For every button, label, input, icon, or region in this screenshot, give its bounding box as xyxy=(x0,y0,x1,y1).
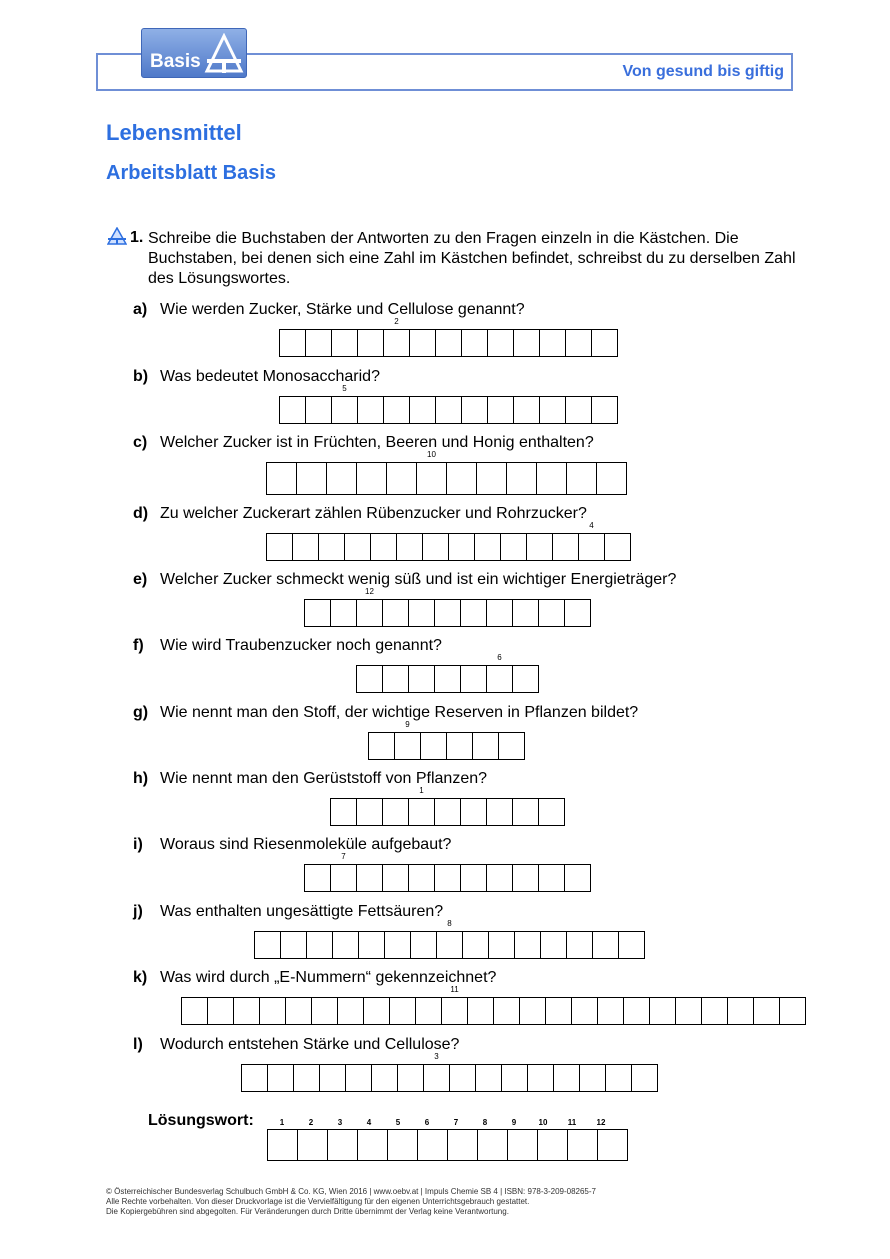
question-letter: d) xyxy=(133,505,149,522)
answer-box[interactable] xyxy=(519,997,546,1025)
page-title: Lebensmittel xyxy=(106,120,242,145)
question-text: Was enthalten ungesättigte Fettsäuren? xyxy=(160,903,444,920)
answer-box[interactable] xyxy=(578,521,605,561)
answer-box[interactable] xyxy=(527,1064,554,1092)
answer-box[interactable] xyxy=(410,931,437,959)
solution-number-label: 7 xyxy=(453,1118,459,1127)
answer-box[interactable] xyxy=(423,1052,450,1092)
answer-box[interactable] xyxy=(597,997,624,1025)
answer-box[interactable] xyxy=(292,533,319,561)
answer-box[interactable] xyxy=(279,329,306,357)
answer-box[interactable] xyxy=(488,931,515,959)
solution-index-marker: 12 xyxy=(365,587,374,596)
answer-box[interactable] xyxy=(591,329,618,357)
answer-box[interactable] xyxy=(434,665,461,693)
answer-box[interactable] xyxy=(305,396,332,424)
solution-index-marker: 11 xyxy=(450,985,459,994)
question-text: Zu welcher Zuckerart zählen Rübenzucker und Rohrzucker? xyxy=(160,505,587,522)
answer-box[interactable] xyxy=(330,599,357,627)
answer-box[interactable] xyxy=(512,665,539,693)
solution-box[interactable] xyxy=(387,1129,418,1161)
answer-box[interactable] xyxy=(552,533,579,561)
solution-box[interactable] xyxy=(477,1129,508,1161)
solution-number-label: 9 xyxy=(511,1118,517,1127)
answer-box[interactable] xyxy=(396,533,423,561)
answer-box[interactable] xyxy=(462,931,489,959)
answer-box[interactable] xyxy=(181,997,208,1025)
question-text: Wie wird Traubenzucker noch genannt? xyxy=(160,637,442,654)
answer-grid-l xyxy=(241,1052,658,1092)
footer xyxy=(106,1187,596,1217)
footer-rights: Alle Rechte vorbehalten. Von dieser Druckvorlage ist die Vervielfältigung für den eigenen Unterrichtsgebrauch gestattet. xyxy=(106,1197,530,1206)
answer-grid-a xyxy=(279,317,618,357)
answer-box[interactable] xyxy=(538,599,565,627)
answer-box[interactable] xyxy=(267,1064,294,1092)
answer-box[interactable] xyxy=(357,329,384,357)
solution-number-label: 6 xyxy=(424,1118,430,1127)
answer-box[interactable] xyxy=(397,1064,424,1092)
question-letter: i) xyxy=(133,836,143,853)
answer-box[interactable] xyxy=(408,786,435,826)
answer-box[interactable] xyxy=(501,1064,528,1092)
answer-box[interactable] xyxy=(434,864,461,892)
answer-box[interactable] xyxy=(596,462,627,495)
answer-box[interactable] xyxy=(233,997,260,1025)
answer-box[interactable] xyxy=(476,462,507,495)
answer-grid-j xyxy=(254,919,645,959)
answer-box[interactable] xyxy=(701,997,728,1025)
answer-box[interactable] xyxy=(382,665,409,693)
answer-grid-d xyxy=(266,521,631,561)
answer-box[interactable] xyxy=(448,533,475,561)
answer-box[interactable] xyxy=(486,798,513,826)
solution-index-marker: 6 xyxy=(497,653,502,662)
answer-box[interactable] xyxy=(382,864,409,892)
answer-box[interactable] xyxy=(415,997,442,1025)
answer-box[interactable] xyxy=(605,1064,632,1092)
answer-box[interactable] xyxy=(383,317,410,357)
solution-number-label: 11 xyxy=(567,1118,577,1127)
answer-box[interactable] xyxy=(513,396,540,424)
answer-box[interactable] xyxy=(649,997,676,1025)
answer-grid-h xyxy=(330,786,565,826)
question-text: Wie nennt man den Stoff, der wichtige Reserven in Pflanzen bildet? xyxy=(160,704,639,721)
answer-box[interactable] xyxy=(357,396,384,424)
answer-box[interactable] xyxy=(536,462,567,495)
answer-box[interactable] xyxy=(500,533,527,561)
question-letter: l) xyxy=(133,1036,143,1053)
answer-box[interactable] xyxy=(356,864,383,892)
answer-box[interactable] xyxy=(460,798,487,826)
answer-grid-c xyxy=(266,450,627,495)
answer-box[interactable] xyxy=(487,396,514,424)
answer-box[interactable] xyxy=(326,462,357,495)
basis-logo xyxy=(141,28,247,78)
answer-box[interactable] xyxy=(538,798,565,826)
answer-box[interactable] xyxy=(330,852,357,892)
logo-text: Basis xyxy=(150,51,201,72)
question-letter: e) xyxy=(133,571,148,588)
answer-box[interactable] xyxy=(356,587,383,627)
answer-box[interactable] xyxy=(565,329,592,357)
answer-box[interactable] xyxy=(420,732,447,760)
question-letter: h) xyxy=(133,770,149,787)
solution-number-label: 4 xyxy=(366,1118,372,1127)
answer-grid-f xyxy=(356,653,539,693)
answer-box[interactable] xyxy=(434,798,461,826)
answer-box[interactable] xyxy=(461,329,488,357)
answer-box[interactable] xyxy=(280,931,307,959)
triangle-logo-icon xyxy=(204,33,244,75)
answer-box[interactable] xyxy=(331,329,358,357)
answer-box[interactable] xyxy=(368,732,395,760)
footer-disclaimer: Die Kopiergebühren sind abgegolten. Für Veränderungen durch Dritte übernimmt der Verlag keine Verantwortung. xyxy=(106,1207,509,1216)
answer-box[interactable] xyxy=(279,396,306,424)
solution-index-marker: 1 xyxy=(419,786,424,795)
task-instruction: Schreibe die Buchstaben der Antworten zu den Fragen einzeln in die Kästchen. Die Buchstaben, bei denen sich eine Zahl im Kästchen befindet, schreibst du zu derselben Zahl des Lösungswortes. xyxy=(148,230,796,287)
answer-box[interactable] xyxy=(337,997,364,1025)
answer-box[interactable] xyxy=(254,931,281,959)
question-letter: g) xyxy=(133,704,149,721)
answer-box[interactable] xyxy=(441,985,468,1025)
answer-box[interactable] xyxy=(566,462,597,495)
answer-box[interactable] xyxy=(540,931,567,959)
answer-box[interactable] xyxy=(446,462,477,495)
solution-box[interactable] xyxy=(567,1129,598,1161)
answer-box[interactable] xyxy=(486,864,513,892)
question-text: Wie werden Zucker, Stärke und Cellulose genannt? xyxy=(160,301,525,318)
answer-box[interactable] xyxy=(394,720,421,760)
solution-label: Lösungswort: xyxy=(148,1112,254,1129)
answer-box[interactable] xyxy=(460,864,487,892)
answer-box[interactable] xyxy=(345,1064,372,1092)
answer-box[interactable] xyxy=(331,384,358,424)
answer-box[interactable] xyxy=(389,997,416,1025)
answer-box[interactable] xyxy=(675,997,702,1025)
solution-grid xyxy=(267,1129,628,1161)
answer-box[interactable] xyxy=(382,798,409,826)
answer-box[interactable] xyxy=(306,931,333,959)
answer-box[interactable] xyxy=(266,533,293,561)
question-text: Welcher Zucker ist in Früchten, Beeren und Honig enthalten? xyxy=(160,434,594,451)
answer-box[interactable] xyxy=(304,599,331,627)
answer-box[interactable] xyxy=(512,599,539,627)
answer-box[interactable] xyxy=(564,864,591,892)
solution-number-label: 3 xyxy=(337,1118,343,1127)
question-text: Was bedeutet Monosaccharid? xyxy=(160,368,380,385)
question-text: Woraus sind Riesenmoleküle aufgebaut? xyxy=(160,836,452,853)
answer-box[interactable] xyxy=(512,864,539,892)
answer-box[interactable] xyxy=(332,931,359,959)
header-topic-title: Von gesund bis giftig xyxy=(622,63,784,80)
answer-box[interactable] xyxy=(553,1064,580,1092)
answer-box[interactable] xyxy=(512,798,539,826)
answer-box[interactable] xyxy=(545,997,572,1025)
solution-number-label: 1 xyxy=(279,1118,285,1127)
solution-box[interactable] xyxy=(417,1129,448,1161)
answer-box[interactable] xyxy=(623,997,650,1025)
answer-box[interactable] xyxy=(591,396,618,424)
answer-box[interactable] xyxy=(371,1064,398,1092)
answer-box[interactable] xyxy=(435,329,462,357)
answer-box[interactable] xyxy=(566,931,593,959)
answer-box[interactable] xyxy=(538,864,565,892)
solution-box[interactable] xyxy=(537,1129,568,1161)
task-number: 1. xyxy=(130,229,144,246)
answer-grid-k xyxy=(181,985,806,1025)
answer-box[interactable] xyxy=(416,450,447,495)
answer-box[interactable] xyxy=(539,329,566,357)
answer-box[interactable] xyxy=(266,462,297,495)
solution-index-marker: 8 xyxy=(447,919,452,928)
answer-box[interactable] xyxy=(779,997,806,1025)
question-text: Wie nennt man den Gerüststoff von Pflanzen? xyxy=(160,770,488,787)
answer-box[interactable] xyxy=(436,919,463,959)
answer-box[interactable] xyxy=(408,599,435,627)
answer-grid-i xyxy=(304,852,591,892)
answer-box[interactable] xyxy=(472,732,499,760)
answer-box[interactable] xyxy=(592,931,619,959)
question-letter: c) xyxy=(133,434,148,451)
answer-box[interactable] xyxy=(318,533,345,561)
question-letter: f) xyxy=(133,637,144,654)
answer-box[interactable] xyxy=(241,1064,268,1092)
answer-box[interactable] xyxy=(408,864,435,892)
answer-box[interactable] xyxy=(409,329,436,357)
answer-box[interactable] xyxy=(579,1064,606,1092)
answer-box[interactable] xyxy=(356,462,387,495)
question-text: Welcher Zucker schmeckt wenig süß und ist ein wichtiger Energieträger? xyxy=(160,571,677,588)
answer-box[interactable] xyxy=(435,396,462,424)
answer-box[interactable] xyxy=(305,329,332,357)
solution-index-marker: 3 xyxy=(434,1052,439,1061)
answer-box[interactable] xyxy=(370,533,397,561)
answer-box[interactable] xyxy=(571,997,598,1025)
answer-box[interactable] xyxy=(358,931,385,959)
answer-box[interactable] xyxy=(486,653,513,693)
answer-box[interactable] xyxy=(382,599,409,627)
answer-box[interactable] xyxy=(446,732,473,760)
question-text: Was wird durch „E-Nummern“ gekennzeichnet? xyxy=(160,969,497,986)
solution-index-marker: 5 xyxy=(342,384,347,393)
answer-box[interactable] xyxy=(727,997,754,1025)
answer-box[interactable] xyxy=(285,997,312,1025)
question-letter: j) xyxy=(133,903,143,920)
answer-box[interactable] xyxy=(311,997,338,1025)
answer-box[interactable] xyxy=(386,462,417,495)
answer-box[interactable] xyxy=(487,329,514,357)
page-subtitle: Arbeitsblatt Basis xyxy=(106,162,277,184)
solution-number-label: 8 xyxy=(482,1118,488,1127)
answer-box[interactable] xyxy=(475,1064,502,1092)
footer-copyright: © Österreichischer Bundesverlag Schulbuch GmbH & Co. KG, Wien 2016 | www.oebv.at | Impuls Chemie SB 4 | ISBN: 978-3-209-08265-7 xyxy=(106,1187,596,1196)
answer-grid-g xyxy=(368,720,525,760)
answer-box[interactable] xyxy=(474,533,501,561)
solution-index-marker: 2 xyxy=(394,317,399,326)
answer-box[interactable] xyxy=(344,533,371,561)
answer-box[interactable] xyxy=(434,599,461,627)
answer-box[interactable] xyxy=(422,533,449,561)
answer-box[interactable] xyxy=(467,997,494,1025)
question-letter: k) xyxy=(133,969,148,986)
answer-box[interactable] xyxy=(304,864,331,892)
answer-box[interactable] xyxy=(408,665,435,693)
answer-box[interactable] xyxy=(753,997,780,1025)
solution-box[interactable] xyxy=(297,1129,328,1161)
answer-grid-b xyxy=(279,384,618,424)
answer-box[interactable] xyxy=(631,1064,658,1092)
solution-index-marker: 4 xyxy=(589,521,594,530)
answer-box[interactable] xyxy=(493,997,520,1025)
answer-box[interactable] xyxy=(356,665,383,693)
question-letter: a) xyxy=(133,301,148,318)
solution-box[interactable] xyxy=(357,1129,388,1161)
answer-grid-e xyxy=(304,587,591,627)
answer-box[interactable] xyxy=(564,599,591,627)
answer-box[interactable] xyxy=(460,665,487,693)
question-letter: b) xyxy=(133,368,149,385)
solution-box[interactable] xyxy=(447,1129,478,1161)
answer-box[interactable] xyxy=(514,931,541,959)
solution-index-marker: 7 xyxy=(341,852,346,861)
solution-number-label: 5 xyxy=(395,1118,401,1127)
answer-box[interactable] xyxy=(384,931,411,959)
answer-box[interactable] xyxy=(330,798,357,826)
answer-box[interactable] xyxy=(293,1064,320,1092)
answer-box[interactable] xyxy=(498,732,525,760)
answer-box[interactable] xyxy=(319,1064,346,1092)
answer-box[interactable] xyxy=(604,533,631,561)
solution-number-label: 12 xyxy=(596,1118,606,1127)
question-text: Wodurch entstehen Stärke und Cellulose? xyxy=(160,1036,460,1053)
solution-box[interactable] xyxy=(327,1129,358,1161)
answer-box[interactable] xyxy=(383,396,410,424)
basis-level-icon xyxy=(107,227,127,245)
answer-box[interactable] xyxy=(296,462,327,495)
answer-box[interactable] xyxy=(565,396,592,424)
answer-box[interactable] xyxy=(486,599,513,627)
solution-number-label: 10 xyxy=(538,1118,548,1127)
answer-box[interactable] xyxy=(506,462,537,495)
answer-box[interactable] xyxy=(207,997,234,1025)
answer-box[interactable] xyxy=(409,396,436,424)
answer-box[interactable] xyxy=(356,798,383,826)
solution-box[interactable] xyxy=(597,1129,628,1161)
answer-box[interactable] xyxy=(618,931,645,959)
answer-box[interactable] xyxy=(460,599,487,627)
solution-index-marker: 9 xyxy=(405,720,410,729)
solution-box[interactable] xyxy=(507,1129,538,1161)
solution-box[interactable] xyxy=(267,1129,298,1161)
answer-box[interactable] xyxy=(363,997,390,1025)
answer-box[interactable] xyxy=(513,329,540,357)
answer-box[interactable] xyxy=(449,1064,476,1092)
solution-index-marker: 10 xyxy=(427,450,436,459)
answer-box[interactable] xyxy=(259,997,286,1025)
solution-number-label: 2 xyxy=(308,1118,314,1127)
answer-box[interactable] xyxy=(539,396,566,424)
answer-box[interactable] xyxy=(526,533,553,561)
solution-numbers xyxy=(267,1118,616,1127)
answer-box[interactable] xyxy=(461,396,488,424)
